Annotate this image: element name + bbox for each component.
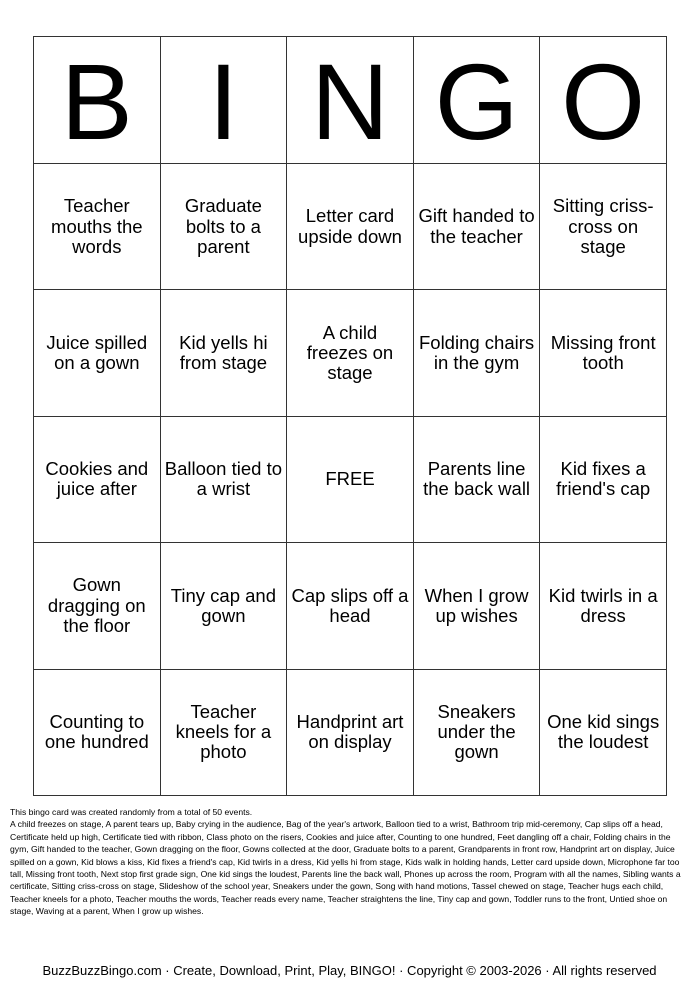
- bingo-cell: Missing front tooth: [540, 290, 667, 416]
- bingo-cell: Handprint art on display: [287, 669, 414, 795]
- header-letter-n: N: [287, 37, 414, 164]
- bingo-card: [33, 36, 667, 796]
- card-info: [10, 806, 690, 918]
- bingo-cell: Kid yells hi from stage: [160, 290, 287, 416]
- bingo-cell: Parents line the back wall: [413, 416, 540, 542]
- bingo-cell: Folding chairs in the gym: [413, 290, 540, 416]
- bingo-cell: Juice spilled on a gown: [34, 290, 161, 416]
- card-row: [34, 416, 667, 542]
- event-list: A child freezes on stage, A parent tears up, Baby crying in the audience, Bag of the year's artwork, Balloon tied to a wrist, Bathroom trip mid-ceremony, Cap slips off a head, Certificate held up high, Certificate tied with ribbon, Class photo on the risers, Cookies and juice after, Counting to one hundred, Feet dangling off a chair, Folding chairs in the gym, Gift handed to the teacher, Gown dragging on the floor, Gowns collected at the door, Graduate bolts to a parent, Grandparents in front row, Handprint art on display, Juice spilled on a gown, Kid blows a kiss, Kid fixes a friend's cap, Kid twirls in a dress, Kid yells hi from stage, Kids walk in holding hands, Letter card upside down, Microphone far too tall, Missing front tooth, Next stop first grade sign, One kid sings the loudest, Parents line the back wall, Phones up across the room, Program with all the names, Sibling wants a certificate, Sitting criss-cross on stage, Slideshow of the school year, Sneakers under the gown, Song with hand motions, Tassel chewed on stage, Teacher hugs each child, Teacher kneels for a photo, Teacher mouths the words, Teacher reads every name, Teacher straightens the line, Tiny cap and gown, Toddler runs to the front, Untied shoe on stage, Waving at a parent, When I grow up wishes.: [10, 819, 681, 917]
- bingo-cell: Kid fixes a friend's cap: [540, 416, 667, 542]
- bingo-cell: Teacher kneels for a photo: [160, 669, 287, 795]
- bingo-cell: Tiny cap and gown: [160, 543, 287, 669]
- header-letter-g: G: [413, 37, 540, 164]
- bingo-cell: Balloon tied to a wrist: [160, 416, 287, 542]
- bingo-cell: A child freezes on stage: [287, 290, 414, 416]
- card-info-summary: This bingo card was created randomly from a total of 50 events.: [10, 807, 253, 817]
- bingo-cell: Sitting criss-cross on stage: [540, 164, 667, 290]
- bingo-cell: Cap slips off a head: [287, 543, 414, 669]
- bingo-cell: Letter card upside down: [287, 164, 414, 290]
- header-letter-o: O: [540, 37, 667, 164]
- header-letter-b: B: [34, 37, 161, 164]
- card-row: [34, 669, 667, 795]
- footer-copyright: BuzzBuzzBingo.com · Create, Download, Print, Play, BINGO! · Copyright © 2003-2026 · All rights reserved: [42, 963, 657, 978]
- bingo-cell: Kid twirls in a dress: [540, 543, 667, 669]
- card-row: [34, 543, 667, 669]
- bingo-cell: Gown dragging on the floor: [34, 543, 161, 669]
- card-row: [34, 164, 667, 290]
- bingo-cell: Teacher mouths the words: [34, 164, 161, 290]
- free-space-cell: FREE: [287, 416, 414, 542]
- bingo-cell: Graduate bolts to a parent: [160, 164, 287, 290]
- bingo-cell: When I grow up wishes: [413, 543, 540, 669]
- card-row: [34, 290, 667, 416]
- bingo-cell: Cookies and juice after: [34, 416, 161, 542]
- header-row: [34, 37, 667, 164]
- header-letter-i: I: [160, 37, 287, 164]
- bingo-cell: Gift handed to the teacher: [413, 164, 540, 290]
- bingo-cell: Counting to one hundred: [34, 669, 161, 795]
- bingo-cell: One kid sings the loudest: [540, 669, 667, 795]
- bingo-cell: Sneakers under the gown: [413, 669, 540, 795]
